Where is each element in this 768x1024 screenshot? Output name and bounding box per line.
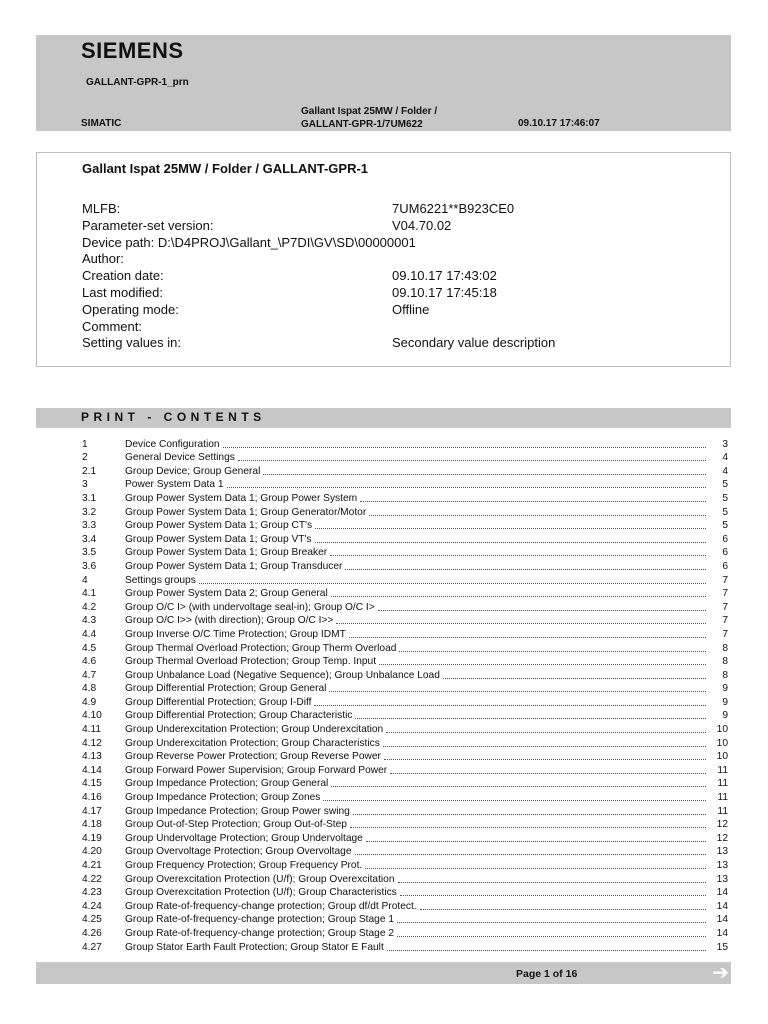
- device-info-box: [36, 152, 731, 367]
- creation-value: 09.10.17 17:43:02: [392, 268, 497, 284]
- toc-entry-title: Group Thermal Overload Protection; Group Therm Overload: [125, 642, 397, 654]
- toc-leader-dots: [355, 853, 706, 855]
- toc-entry-number: 4.25: [82, 914, 102, 926]
- toc-entry-title: Group Differential Protection; Group General: [125, 683, 327, 695]
- page-number: Page 1 of 16: [516, 968, 578, 980]
- modified-value: 09.10.17 17:45:18: [392, 284, 497, 300]
- toc-entry-title: Group Reverse Power Protection; Group Reverse Power: [125, 751, 381, 763]
- info-row-mode: [82, 302, 682, 319]
- toc-entry-number: 4.18: [82, 819, 102, 831]
- toc-entry-page: 4: [722, 465, 728, 477]
- toc-entry[interactable]: [82, 872, 728, 886]
- mode-label: Operating mode:: [82, 301, 179, 317]
- toc-leader-dots: [349, 636, 706, 638]
- toc-entry[interactable]: [82, 641, 728, 655]
- toc-entry[interactable]: [82, 600, 728, 614]
- toc-entry[interactable]: [82, 845, 728, 859]
- toc-leader-dots: [366, 840, 706, 842]
- info-row-setting: [82, 335, 682, 352]
- toc-entry-title: Group Impedance Protection; Group General: [125, 778, 329, 790]
- toc-entry-page: 13: [716, 846, 728, 858]
- toc-entry[interactable]: [82, 627, 728, 641]
- toc-entry-page: 10: [716, 737, 728, 749]
- toc-entry-page: 11: [717, 778, 728, 790]
- toc-entry-title: General Device Settings: [125, 452, 235, 464]
- toc-entry-title: Group Unbalance Load (Negative Sequence); Group Unbalance Load: [125, 669, 440, 681]
- toc-entry-title: Group Power System Data 1; Group Breaker: [125, 547, 328, 559]
- toc-leader-dots: [390, 772, 706, 774]
- toc-leader-dots: [331, 595, 706, 597]
- param-value: V04.70.02: [392, 217, 452, 233]
- project-path-line1: Gallant Ispat 25MW / Folder /: [301, 106, 438, 117]
- toc-entry[interactable]: [82, 532, 728, 546]
- toc-entry-title: Group Rate-of-frequency-change protection; Group Stage 2: [125, 927, 394, 939]
- toc-entry-title: Group Out-of-Step Protection; Group Out-of-Step: [125, 819, 347, 831]
- toc-entry-page: 14: [716, 914, 728, 926]
- toc-entry-number: 4.12: [82, 737, 102, 749]
- toc-entry[interactable]: [82, 464, 728, 478]
- toc-leader-dots: [350, 826, 706, 828]
- toc-leader-dots: [400, 894, 706, 896]
- toc-entry[interactable]: [82, 831, 728, 845]
- info-row-param: [82, 218, 682, 235]
- toc-leader-dots: [314, 704, 706, 706]
- toc-entry-number: 4.7: [82, 669, 97, 681]
- toc-entry[interactable]: [82, 519, 728, 533]
- toc-entry-title: Group Impedance Protection; Group Zones: [125, 792, 321, 804]
- setting-value: Secondary value description: [392, 335, 556, 351]
- toc-leader-dots: [329, 690, 706, 692]
- toc-entry[interactable]: [82, 451, 728, 465]
- device-info-title: Gallant Ispat 25MW / Folder / GALLANT-GPR-1: [82, 161, 369, 176]
- toc-entry-page: 5: [722, 506, 728, 518]
- toc-entry[interactable]: [82, 926, 728, 940]
- toc-entry-page: 12: [716, 832, 728, 844]
- siemens-logo: SIEMENS: [81, 38, 184, 63]
- toc-entry-title: Group Power System Data 1; Group Transducer: [125, 560, 343, 572]
- toc-leader-dots: [330, 554, 706, 556]
- toc-entry-page: 5: [722, 492, 728, 504]
- toc-entry-page: 14: [716, 927, 728, 939]
- toc-entry-title: Group Undervoltage Protection; Group Undervoltage: [125, 832, 363, 844]
- toc-entry-page: 14: [716, 900, 728, 912]
- toc-entry-page: 7: [722, 615, 728, 627]
- info-row-author: [82, 251, 682, 268]
- toc-entry-number: 3.5: [82, 547, 97, 559]
- info-row-modified: [82, 285, 682, 302]
- toc-entry[interactable]: [82, 695, 728, 709]
- toc-entry-page: 8: [722, 656, 728, 668]
- toc-leader-dots: [397, 935, 706, 937]
- device-info-rows: [82, 201, 682, 352]
- toc-entry-title: Group Impedance Protection; Group Power swing: [125, 805, 350, 817]
- toc-entry[interactable]: [82, 709, 728, 723]
- arrow-right-icon[interactable]: ➔: [712, 962, 729, 984]
- toc-entry-title: Settings groups: [125, 574, 196, 586]
- toc-leader-dots: [387, 949, 706, 951]
- toc-entry[interactable]: [82, 559, 728, 573]
- toc-entry-title: Group Differential Protection; Group I-Diff: [125, 696, 312, 708]
- toc-entry-number: 3.2: [82, 506, 97, 518]
- toc-entry-page: 9: [722, 696, 728, 708]
- comment-label: Comment:: [82, 318, 142, 334]
- toc-entry-title: Group Overexcitation Protection (U/f); Group Characteristics: [125, 887, 397, 899]
- toc-entry[interactable]: [82, 546, 728, 560]
- toc-entry-number: 4.1: [82, 588, 97, 600]
- toc-entry-title: Group Underexcitation Protection; Group Underexcitation: [125, 724, 384, 736]
- toc-entry-number: 4.8: [82, 683, 97, 695]
- toc-entry-number: 4.27: [82, 941, 102, 953]
- toc-entry[interactable]: [82, 790, 728, 804]
- toc-leader-dots: [227, 486, 706, 488]
- toc-entry-page: 12: [716, 819, 728, 831]
- toc-entry-page: 5: [722, 479, 728, 491]
- toc-leader-dots: [378, 609, 706, 611]
- toc-entry[interactable]: [82, 682, 728, 696]
- toc-entry-number: 4.19: [82, 832, 102, 844]
- toc-entry[interactable]: [82, 763, 728, 777]
- toc-entry-title: Group Power System Data 1; Group Generator/Motor: [125, 506, 367, 518]
- toc-leader-dots: [263, 473, 706, 475]
- modified-label: Last modified:: [82, 284, 163, 300]
- project-path-line2: GALLANT-GPR-1/7UM622: [301, 119, 423, 130]
- toc-leader-dots: [315, 527, 706, 529]
- toc-entry-title: Group Differential Protection; Group Characteristic: [125, 710, 353, 722]
- toc-entry-title: Device Configuration: [125, 438, 220, 450]
- info-row-creation: [82, 268, 682, 285]
- system-name: SIMATIC: [81, 118, 122, 129]
- toc-leader-dots: [443, 677, 706, 679]
- toc-entry-number: 3.4: [82, 533, 97, 545]
- toc-entry-title: Power System Data 1: [125, 479, 224, 491]
- toc-entry-number: 4.15: [82, 778, 102, 790]
- toc-entry-number: 4.13: [82, 751, 102, 763]
- toc-entry-number: 4.24: [82, 900, 102, 912]
- toc-leader-dots: [199, 582, 706, 584]
- toc-leader-dots: [323, 799, 706, 801]
- toc-entry[interactable]: [82, 491, 728, 505]
- toc-entry-title: Group Underexcitation Protection; Group Characteristics: [125, 737, 380, 749]
- toc-entry-number: 4.10: [82, 710, 102, 722]
- toc-entry-page: 6: [722, 560, 728, 572]
- mlfb-value: 7UM6221**B923CE0: [392, 201, 515, 216]
- toc-entry-number: 4.16: [82, 792, 102, 804]
- info-row-mlfb: [82, 201, 682, 218]
- toc-entry-number: 2: [82, 452, 88, 464]
- toc-entry-number: 3.6: [82, 560, 97, 572]
- toc-entry[interactable]: [82, 750, 728, 764]
- param-label: Parameter-set version:: [82, 217, 214, 233]
- toc-entry-page: 7: [722, 574, 728, 586]
- toc-leader-dots: [365, 867, 706, 869]
- toc-entry-page: 7: [722, 628, 728, 640]
- toc-entry[interactable]: [82, 573, 728, 587]
- toc-entry[interactable]: [82, 804, 728, 818]
- toc-entry[interactable]: [82, 818, 728, 832]
- toc-leader-dots: [383, 745, 706, 747]
- toc-entry-title: Group O/C I>> (with direction); Group O/C I>>: [125, 615, 334, 627]
- toc-entry-title: Group Thermal Overload Protection; Group Temp. Input: [125, 656, 377, 668]
- toc-entry[interactable]: [82, 437, 728, 451]
- toc-entry-page: 11: [717, 792, 728, 804]
- toc-entry-number: 4.26: [82, 927, 102, 939]
- toc-entry-title: Group O/C I> (with undervoltage seal-in); Group O/C I>: [125, 601, 375, 613]
- toc-entry[interactable]: [82, 886, 728, 900]
- toc-leader-dots: [420, 908, 706, 910]
- toc-entry-number: 4.22: [82, 873, 102, 885]
- toc-entry-number: 4.11: [82, 724, 102, 736]
- toc-entry-number: 4.14: [82, 764, 102, 776]
- toc-entry-number: 4.2: [82, 601, 97, 613]
- toc-leader-dots: [360, 500, 706, 502]
- toc-entry-title: Group Rate-of-frequency-change protection; Group df/dt Protect.: [125, 900, 417, 912]
- toc-entry[interactable]: [82, 940, 728, 954]
- toc-entry-title: Group Power System Data 2; Group General: [125, 588, 328, 600]
- toc-leader-dots: [386, 731, 706, 733]
- toc-entry-title: Group Overexcitation Protection (U/f); Group Overexcitation: [125, 873, 395, 885]
- toc-entry[interactable]: [82, 668, 728, 682]
- toc-entry-number: 4.17: [82, 805, 102, 817]
- toc-entry-number: 1: [82, 438, 88, 450]
- toc-leader-dots: [223, 446, 706, 448]
- toc-entry-page: 13: [716, 873, 728, 885]
- toc-entry[interactable]: [82, 722, 728, 736]
- toc-entry-page: 11: [717, 805, 728, 817]
- toc-entry-title: Group Inverse O/C Time Protection; Group IDMT: [125, 628, 346, 640]
- toc-entry-number: 4.21: [82, 860, 102, 871]
- toc-entry-number: 4: [82, 574, 88, 586]
- toc-entry-page: 7: [722, 588, 728, 600]
- toc-leader-dots: [315, 541, 706, 543]
- toc-entry-page: 5: [722, 520, 728, 532]
- toc-leader-dots: [399, 650, 706, 652]
- creation-label: Creation date:: [82, 268, 164, 284]
- toc-leader-dots: [379, 663, 706, 665]
- toc-entry-page: 11: [717, 764, 728, 776]
- toc-entry[interactable]: [82, 614, 728, 628]
- toc-entry-page: 10: [716, 751, 728, 763]
- info-row-device-path: [82, 235, 682, 252]
- toc-entry[interactable]: [82, 587, 728, 601]
- toc-entry-title: Group Rate-of-frequency-change protection; Group Stage 1: [125, 914, 394, 926]
- toc-entry-number: 4.5: [82, 642, 97, 654]
- toc-entry[interactable]: [82, 777, 728, 791]
- toc-entry[interactable]: [82, 899, 728, 913]
- toc-entry-page: 15: [716, 941, 728, 953]
- document-footer: [36, 962, 731, 984]
- toc-entry-number: 2.1: [82, 465, 97, 477]
- document-file-name: GALLANT-GPR-1_prn: [86, 77, 189, 88]
- toc-entry-page: 13: [716, 860, 728, 871]
- toc-entry-title: Group Power System Data 1; Group CT's: [125, 520, 313, 532]
- contents-title: PRINT - CONTENTS: [81, 410, 266, 424]
- toc-entry-number: 4.23: [82, 887, 102, 899]
- toc-leader-dots: [398, 881, 706, 883]
- toc-entry-page: 6: [722, 547, 728, 559]
- toc-entry-title: Group Frequency Protection; Group Frequency Prot.: [125, 860, 363, 871]
- print-date: 09.10.17 17:46:07: [518, 118, 600, 129]
- toc-leader-dots: [369, 514, 706, 516]
- toc-leader-dots: [238, 459, 706, 461]
- toc-entry[interactable]: [82, 505, 728, 519]
- toc-entry-page: 7: [722, 601, 728, 613]
- toc-leader-dots: [336, 622, 706, 624]
- toc-entry-page: 3: [722, 438, 728, 450]
- toc-entry-page: 14: [716, 887, 728, 899]
- toc-entry-page: 10: [716, 724, 728, 736]
- toc-entry-number: 3: [82, 479, 88, 491]
- toc-entry-number: 4.3: [82, 615, 97, 627]
- toc-entry-number: 4.20: [82, 846, 102, 858]
- toc-entry-number: 4.4: [82, 628, 97, 640]
- contents-header-bar: [36, 408, 731, 428]
- toc-entry-page: 6: [722, 533, 728, 545]
- toc-entry-title: Group Overvoltage Protection; Group Overvoltage: [125, 846, 352, 858]
- toc-leader-dots: [397, 921, 706, 923]
- toc-leader-dots: [331, 785, 706, 787]
- toc-entry-title: Group Device; Group General: [125, 465, 261, 477]
- device-path: Device path: D:\D4PROJ\Gallant_\P7DI\GV\SD\00000001: [82, 234, 416, 250]
- toc-entry[interactable]: [82, 736, 728, 750]
- toc-entry-page: 8: [722, 642, 728, 654]
- toc-entry-page: 4: [722, 452, 728, 464]
- toc-leader-dots: [384, 758, 706, 760]
- toc-leader-dots: [345, 568, 706, 570]
- toc-entry[interactable]: [82, 478, 728, 492]
- toc-entry-number: 4.9: [82, 696, 97, 708]
- project-path: [301, 105, 501, 131]
- toc-entry-page: 9: [722, 710, 728, 722]
- table-of-contents: [82, 437, 728, 954]
- toc-entry[interactable]: [82, 655, 728, 669]
- toc-entry-page: 8: [722, 669, 728, 681]
- document-header: [36, 35, 731, 131]
- toc-entry-title: Group Stator Earth Fault Protection; Group Stator E Fault: [125, 941, 384, 953]
- toc-entry-number: 4.6: [82, 656, 97, 668]
- setting-label: Setting values in:: [82, 335, 182, 351]
- toc-entry-title: Group Power System Data 1; Group VT's: [125, 533, 312, 545]
- toc-entry-title: Group Power System Data 1; Group Power System: [125, 492, 358, 504]
- toc-leader-dots: [353, 813, 706, 815]
- toc-entry-title: Group Forward Power Supervision; Group Forward Power: [125, 764, 388, 776]
- toc-entry[interactable]: [82, 858, 728, 872]
- author-label: Author:: [82, 251, 124, 267]
- info-row-comment: [82, 319, 682, 336]
- toc-entry-number: 3.3: [82, 520, 97, 532]
- toc-entry-page: 9: [722, 683, 728, 695]
- mlfb-label: MLFB:: [82, 201, 121, 216]
- toc-entry[interactable]: [82, 913, 728, 927]
- toc-leader-dots: [355, 717, 706, 719]
- mode-value: Offline: [392, 301, 430, 317]
- toc-entry-number: 3.1: [82, 492, 97, 504]
